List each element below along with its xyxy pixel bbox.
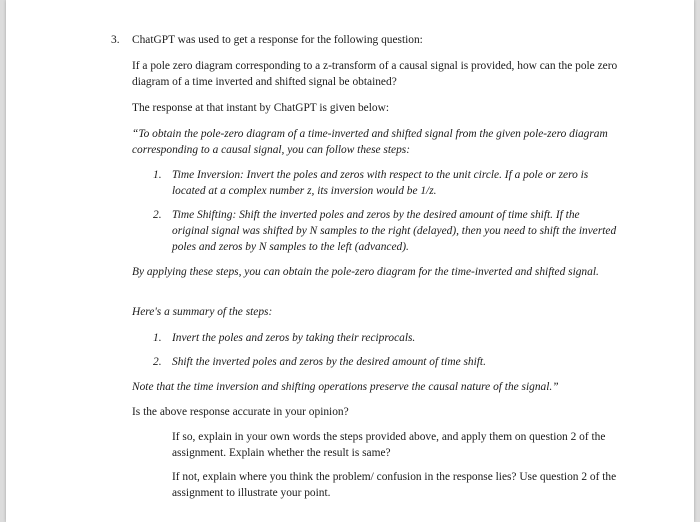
question-number: 3. [111, 34, 120, 46]
followup-if-so: If so, explain in your own words the steps provided above, and apply them on question 2 of the assignment. Explain whether the result is same? [172, 431, 606, 459]
step-2-number: 2. [153, 209, 162, 221]
question-intro: ChatGPT was used to get a response for the following question: [132, 34, 423, 46]
question-prompt: If a pole zero diagram corresponding to a z-transform of a causal signal is provided, how can the pole zero diagram of a time inverted and shifted signal be obtained? [132, 60, 618, 88]
summary-1-number: 1. [153, 332, 162, 344]
question-block [6, 0, 694, 522]
summary-2-text: Shift the inverted poles and zeros by the desired amount of time shift. [172, 356, 486, 368]
step-1-text: Time Inversion: Invert the poles and zeros with respect to the unit circle. If a pole or zero is located at a complex number z, its inversion would be 1/z. [172, 169, 589, 197]
response-opening: “To obtain the pole-zero diagram of a time-inverted and shifted signal from the given pole-zero diagram corresponding to a causal signal, you can follow these steps: [132, 128, 608, 156]
response-intro: The response at that instant by ChatGPT is given below: [132, 102, 389, 114]
response-note: Note that the time inversion and shifting operations preserve the causal nature of the signal.” [132, 381, 559, 393]
step-1-number: 1. [153, 169, 162, 181]
followup-if-not: If not, explain where you think the problem/ confusion in the response lies? Use question 2 of the assignment to illustrate your point. [172, 471, 617, 499]
summary-1-text: Invert the poles and zeros by taking their reciprocals. [172, 332, 416, 344]
step-2-text: Time Shifting: Shift the inverted poles and zeros by the desired amount of time shift. If the original signal was shifted by N samples to the right (delayed), then you need to shift the inverted poles and zeros by N samples to the left (advanced). [172, 209, 617, 253]
summary-intro: Here's a summary of the steps: [132, 306, 273, 318]
document-page [6, 0, 694, 522]
followup-question: Is the above response accurate in your opinion? [132, 406, 349, 418]
summary-2-number: 2. [153, 356, 162, 368]
applying-text: By applying these steps, you can obtain the pole-zero diagram for the time-inverted and shifted signal. [132, 266, 599, 278]
